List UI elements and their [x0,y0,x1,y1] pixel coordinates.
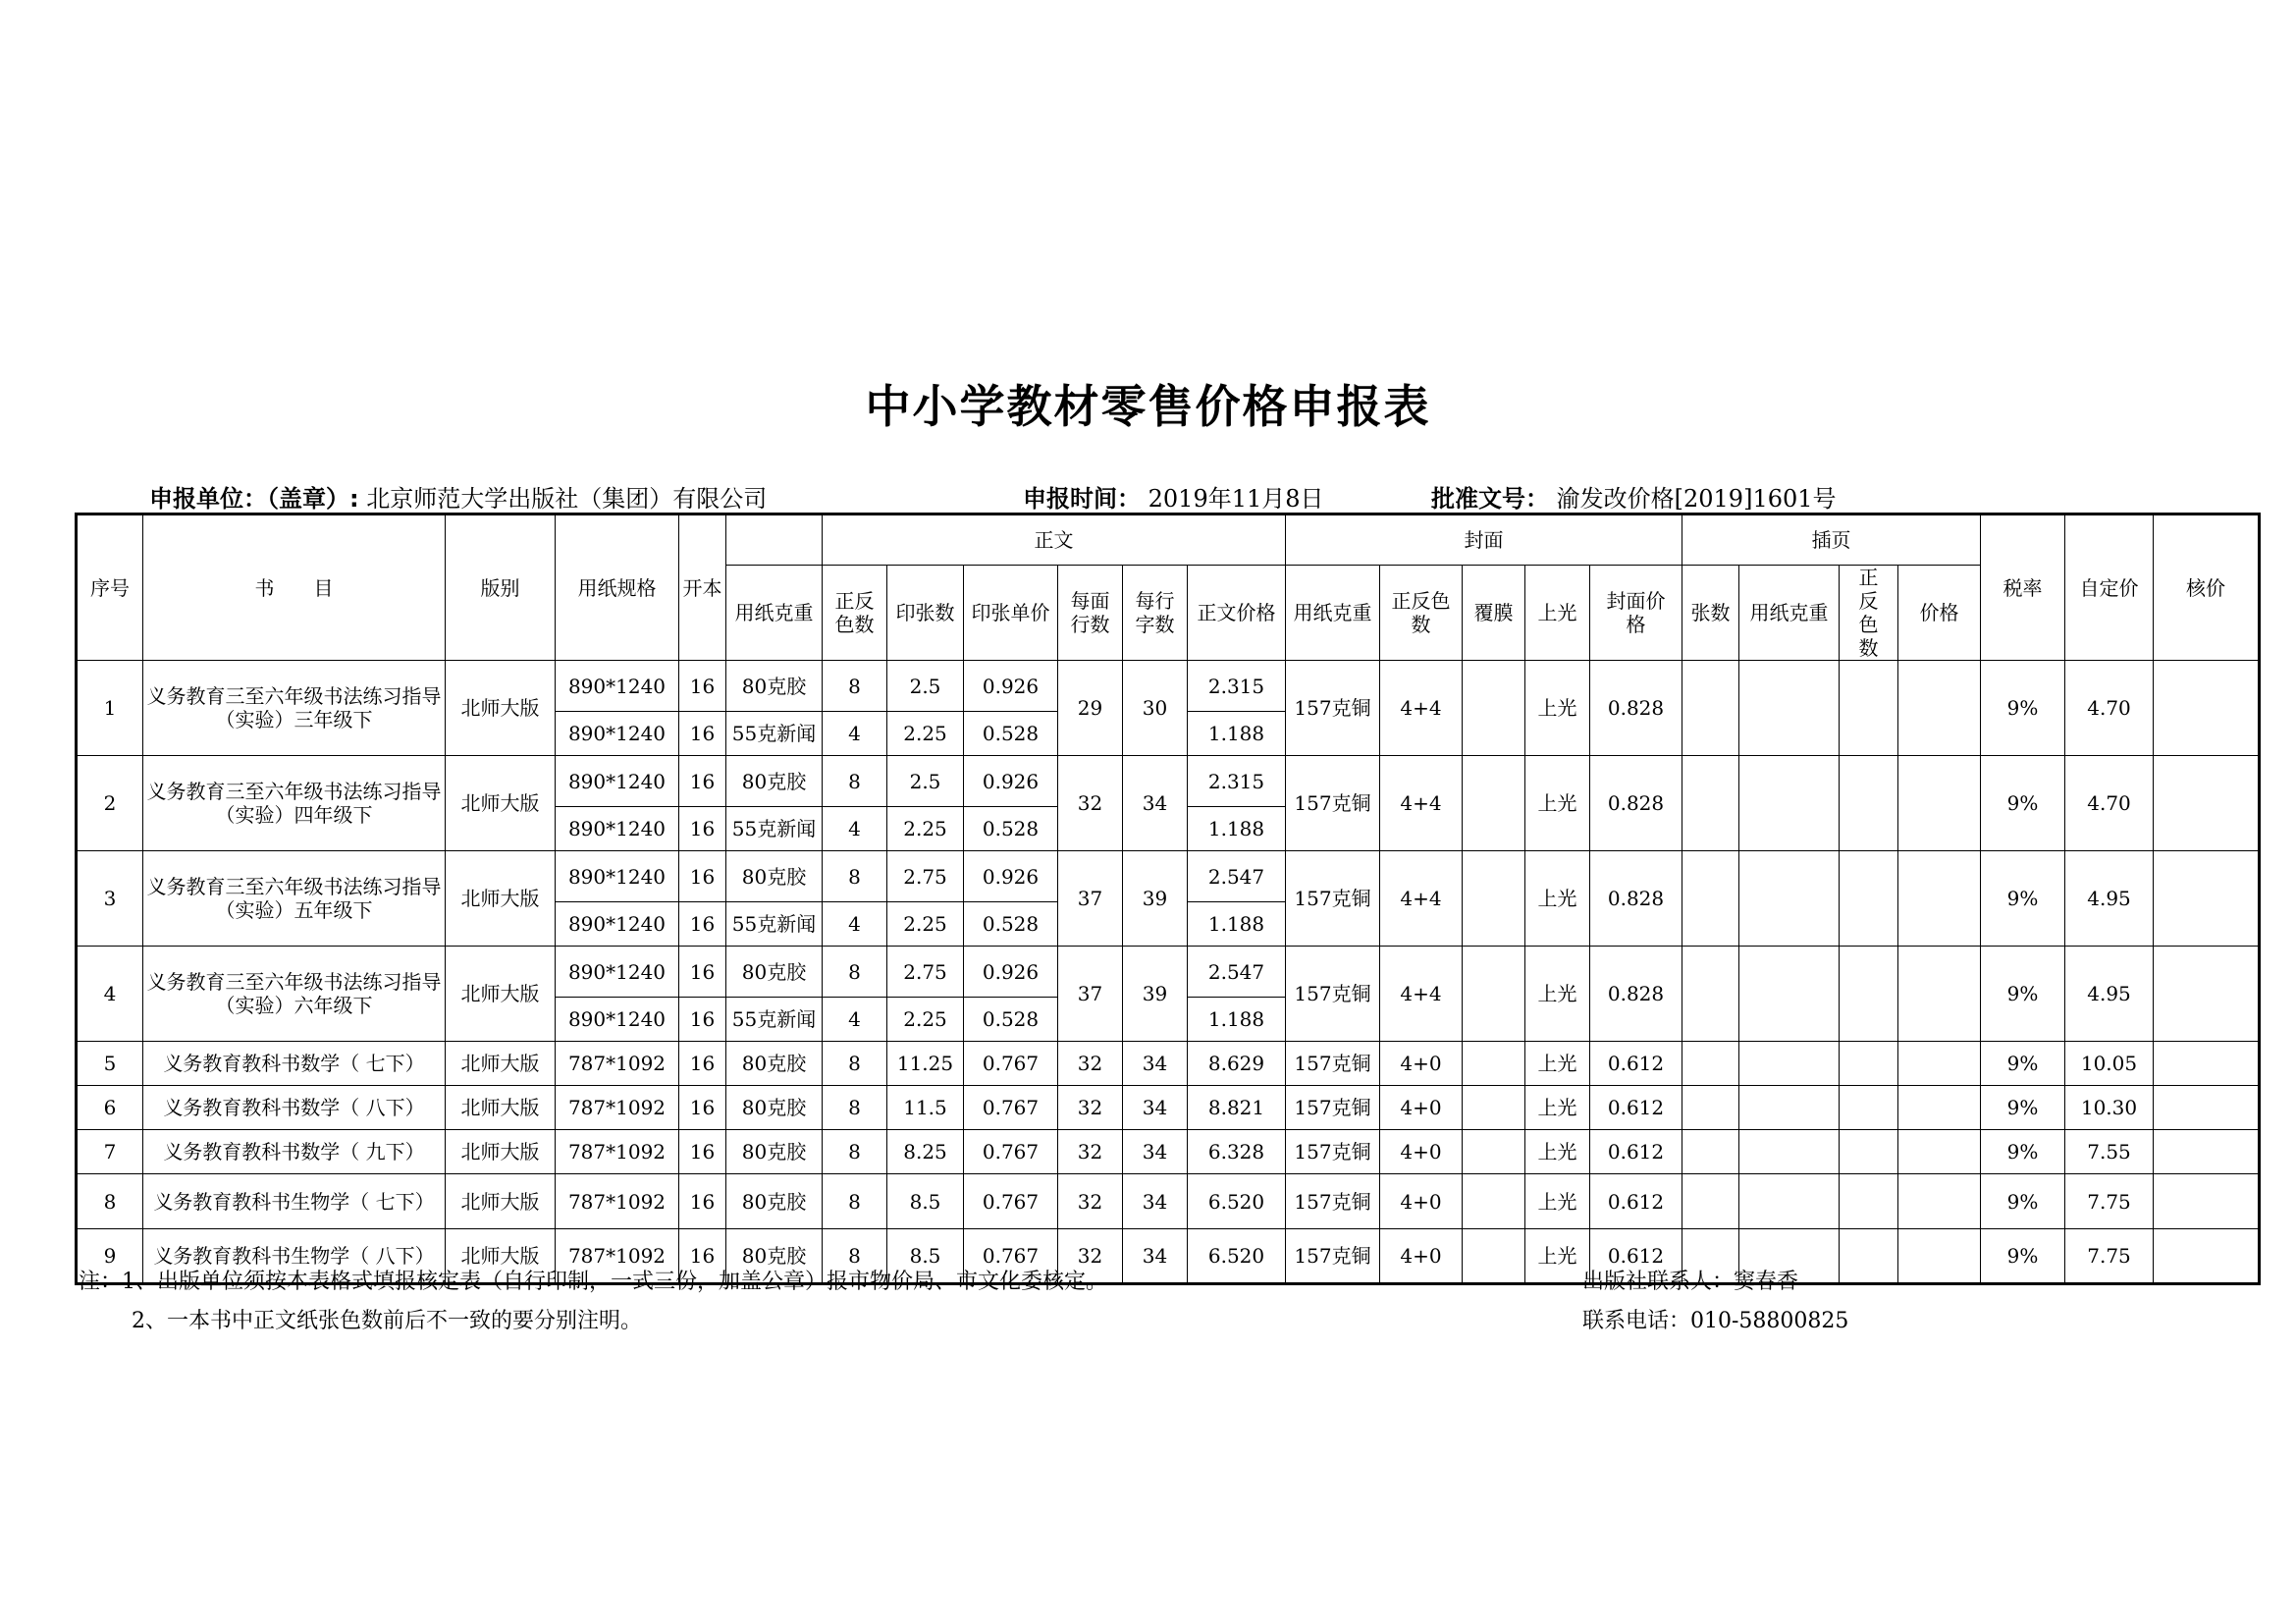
cell-body-price: 1.188 [1188,998,1286,1042]
price-table [75,513,2261,1285]
cell-body-colors: 8 [823,1130,887,1174]
contact-phone: 联系电话：010-58800825 [1582,1309,1849,1333]
cell-paper-spec: 890*1240 [556,947,679,998]
cell-paper-spec: 787*1092 [556,1130,679,1174]
cell-check-price [2154,661,2260,756]
cell-paper-spec: 787*1092 [556,1086,679,1130]
cell-format: 16 [679,851,726,902]
header-tax: 税率 [1981,514,2065,661]
cell-check-price [2154,947,2260,1042]
cell-insert-paper [1739,1086,1840,1130]
cell-edition: 北师大版 [446,1229,556,1284]
header-insert-colors: 正反色数 [1840,566,1898,661]
cell-insert-price [1898,947,1981,1042]
header-cover-gloss: 上光 [1525,566,1590,661]
cell-format: 16 [679,807,726,851]
cell-body-chars: 30 [1123,661,1188,756]
cell-body-lines: 37 [1058,947,1123,1042]
cell-body-paper: 80克胶 [726,1086,823,1130]
cell-insert-price [1898,1229,1981,1284]
cell-book: 义务教育三至六年级书法练习指导（实验）六年级下 [143,947,446,1042]
cell-cover-gloss: 上光 [1525,1174,1590,1229]
cell-cover-colors: 4+4 [1380,851,1463,947]
cell-insert-colors [1840,947,1898,1042]
cell-body-paper: 80克胶 [726,661,823,712]
cell-body-price: 6.520 [1188,1174,1286,1229]
cell-insert-count [1682,1086,1739,1130]
cell-seq: 7 [77,1130,143,1174]
cell-body-lines: 32 [1058,1229,1123,1284]
cell-body-sheets: 11.25 [887,1042,964,1086]
cell-body-paper: 80克胶 [726,1174,823,1229]
cell-edition: 北师大版 [446,1086,556,1130]
cell-cover-paper: 157克铜 [1286,851,1380,947]
cell-cover-colors: 4+4 [1380,756,1463,851]
report-date-label: 申报时间： [1023,485,1141,513]
cell-edition: 北师大版 [446,756,556,851]
cell-insert-count [1682,1174,1739,1229]
cell-cover-price: 0.612 [1590,1174,1682,1229]
cell-insert-colors [1840,1130,1898,1174]
cell-cover-gloss: 上光 [1525,661,1590,756]
reporting-unit-value: 北京师范大学出版社（集团）有限公司 [366,485,768,513]
cell-body-sheets: 2.75 [887,851,964,902]
cell-insert-price [1898,851,1981,947]
cell-insert-paper [1739,661,1840,756]
cell-tax: 9% [1981,1174,2065,1229]
cell-body-colors: 4 [823,712,887,756]
cell-body-sheets: 8.5 [887,1174,964,1229]
cell-body-sheet-price: 0.528 [964,712,1058,756]
cell-check-price [2154,1130,2260,1174]
cell-cover-paper: 157克铜 [1286,1174,1380,1229]
cell-cover-colors: 4+0 [1380,1130,1463,1174]
cell-body-sheet-price: 0.767 [964,1229,1058,1284]
cell-check-price [2154,1174,2260,1229]
cell-body-price: 2.547 [1188,947,1286,998]
cell-insert-price [1898,1130,1981,1174]
cell-self-price: 4.95 [2065,947,2154,1042]
cell-format: 16 [679,1229,726,1284]
header-body-chars: 每行字数 [1123,566,1188,661]
cell-cover-gloss: 上光 [1525,1042,1590,1086]
cell-cover-film [1463,851,1525,947]
cell-paper-spec: 890*1240 [556,851,679,902]
cell-cover-price: 0.612 [1590,1229,1682,1284]
cell-body-sheet-price: 0.767 [964,1130,1058,1174]
cell-body-colors: 8 [823,851,887,902]
cell-tax: 9% [1981,1130,2065,1174]
cell-body-sheets: 2.25 [887,998,964,1042]
cell-body-chars: 34 [1123,1229,1188,1284]
page-title: 中小学教材零售价格申报表 [865,380,1431,433]
cell-cover-gloss: 上光 [1525,947,1590,1042]
cell-self-price: 7.75 [2065,1174,2154,1229]
cell-cover-paper: 157克铜 [1286,1130,1380,1174]
cell-seq: 8 [77,1174,143,1229]
cell-insert-colors [1840,1174,1898,1229]
header-cover-group: 封面 [1286,514,1682,566]
header-body-sheets: 印张数 [887,566,964,661]
cell-body-lines: 32 [1058,756,1123,851]
cell-cover-price: 0.828 [1590,851,1682,947]
cell-body-sheets: 2.25 [887,712,964,756]
cell-body-chars: 34 [1123,1130,1188,1174]
cell-body-price: 2.547 [1188,851,1286,902]
header-insert-price: 价格 [1898,566,1981,661]
header-book: 书 目 [143,514,446,661]
cell-book: 义务教育三至六年级书法练习指导（实验）四年级下 [143,756,446,851]
cell-self-price: 4.70 [2065,756,2154,851]
cell-body-price: 1.188 [1188,902,1286,947]
cell-check-price [2154,851,2260,947]
cell-seq: 1 [77,661,143,756]
cell-book: 义务教育教科书生物学（ 八下） [143,1229,446,1284]
cell-body-price: 8.629 [1188,1042,1286,1086]
cell-body-lines: 37 [1058,851,1123,947]
cell-body-colors: 4 [823,902,887,947]
cell-insert-paper [1739,1130,1840,1174]
cell-cover-film [1463,1130,1525,1174]
cell-body-colors: 8 [823,947,887,998]
cell-tax: 9% [1981,661,2065,756]
approval-number [1431,479,1837,514]
cell-body-price: 8.821 [1188,1086,1286,1130]
cell-seq: 6 [77,1086,143,1130]
cell-book: 义务教育三至六年级书法练习指导（实验）三年级下 [143,661,446,756]
cell-insert-price [1898,756,1981,851]
cell-book: 义务教育教科书生物学（ 七下） [143,1174,446,1229]
cell-cover-colors: 4+0 [1380,1042,1463,1086]
cell-body-paper: 55克新闻 [726,902,823,947]
cell-edition: 北师大版 [446,1174,556,1229]
cell-insert-colors [1840,661,1898,756]
cell-book: 义务教育三至六年级书法练习指导（实验）五年级下 [143,851,446,947]
cell-insert-price [1898,1174,1981,1229]
table-row [77,1086,2260,1130]
cell-check-price [2154,1042,2260,1086]
approval-number-value: 渝发改价格[2019]1601号 [1556,485,1837,513]
header-edition: 版别 [446,514,556,661]
cell-body-paper: 80克胶 [726,1229,823,1284]
cell-cover-price: 0.828 [1590,661,1682,756]
cell-format: 16 [679,1174,726,1229]
cell-cover-film [1463,1086,1525,1130]
cell-body-colors: 8 [823,756,887,807]
cell-tax: 9% [1981,947,2065,1042]
cell-insert-count [1682,661,1739,756]
cell-body-sheet-price: 0.528 [964,807,1058,851]
cell-body-sheets: 2.5 [887,661,964,712]
cell-body-sheets: 11.5 [887,1086,964,1130]
cell-format: 16 [679,947,726,998]
header-format: 开本 [679,514,726,661]
cell-body-colors: 8 [823,1229,887,1284]
cell-insert-price [1898,661,1981,756]
cell-body-paper: 80克胶 [726,1042,823,1086]
cell-body-lines: 32 [1058,1174,1123,1229]
cell-insert-paper [1739,1174,1840,1229]
cell-paper-spec: 787*1092 [556,1229,679,1284]
cell-edition: 北师大版 [446,1042,556,1086]
cell-paper-spec: 787*1092 [556,1174,679,1229]
cell-cover-price: 0.828 [1590,756,1682,851]
cell-insert-paper [1739,947,1840,1042]
cell-edition: 北师大版 [446,661,556,756]
cell-paper-spec: 890*1240 [556,756,679,807]
cell-tax: 9% [1981,756,2065,851]
cell-format: 16 [679,1042,726,1086]
cell-edition: 北师大版 [446,947,556,1042]
cell-insert-paper [1739,851,1840,947]
cell-body-price: 2.315 [1188,661,1286,712]
header-cover-paper: 用纸克重 [1286,566,1380,661]
cell-tax: 9% [1981,1042,2065,1086]
table-row [77,1130,2260,1174]
cell-paper-spec: 890*1240 [556,902,679,947]
report-date [1023,479,1324,514]
cell-paper-spec: 890*1240 [556,998,679,1042]
cell-cover-film [1463,661,1525,756]
cell-insert-count [1682,756,1739,851]
cell-seq: 3 [77,851,143,947]
header-paper-spec: 用纸规格 [556,514,679,661]
header-insert-count: 张数 [1682,566,1739,661]
cell-format: 16 [679,998,726,1042]
cell-body-price: 2.315 [1188,756,1286,807]
cell-body-sheets: 2.25 [887,807,964,851]
cell-body-lines: 32 [1058,1130,1123,1174]
cell-format: 16 [679,1086,726,1130]
cell-body-colors: 4 [823,998,887,1042]
cell-body-paper: 55克新闻 [726,712,823,756]
cell-seq: 5 [77,1042,143,1086]
cell-body-lines: 32 [1058,1086,1123,1130]
cell-insert-paper [1739,1042,1840,1086]
header-insert-paper: 用纸克重 [1739,566,1840,661]
cell-edition: 北师大版 [446,851,556,947]
reporting-unit [149,479,767,514]
table-row [77,756,2260,807]
cell-paper-spec: 787*1092 [556,1042,679,1086]
cell-body-paper: 55克新闻 [726,807,823,851]
cell-book: 义务教育教科书数学（ 七下） [143,1042,446,1086]
cell-body-chars: 34 [1123,1042,1188,1086]
header-body-paper: 用纸克重 [726,566,823,661]
cell-body-sheets: 8.5 [887,1229,964,1284]
cell-cover-price: 0.612 [1590,1042,1682,1086]
cell-cover-gloss: 上光 [1525,1229,1590,1284]
cell-body-price: 1.188 [1188,712,1286,756]
cell-body-sheets: 2.75 [887,947,964,998]
cell-cover-gloss: 上光 [1525,1086,1590,1130]
table-row [77,947,2260,998]
header-body-colors: 正反色数 [823,566,887,661]
cell-cover-paper: 157克铜 [1286,756,1380,851]
header-body-lines: 每面行数 [1058,566,1123,661]
cell-format: 16 [679,1130,726,1174]
cell-insert-count [1682,1042,1739,1086]
cell-body-colors: 8 [823,661,887,712]
cell-cover-colors: 4+0 [1380,1229,1463,1284]
cell-insert-price [1898,1086,1981,1130]
header-self-price: 自定价 [2065,514,2154,661]
cell-body-colors: 8 [823,1042,887,1086]
cell-body-sheets: 8.25 [887,1130,964,1174]
cell-book: 义务教育教科书数学（ 八下） [143,1086,446,1130]
cell-edition: 北师大版 [446,1130,556,1174]
cell-body-price: 6.328 [1188,1130,1286,1174]
cell-cover-gloss: 上光 [1525,851,1590,947]
cell-body-sheet-price: 0.767 [964,1174,1058,1229]
cell-format: 16 [679,756,726,807]
cell-body-sheet-price: 0.767 [964,1086,1058,1130]
publisher-contact: 出版社联系人：窦春香 [1582,1270,1799,1294]
cell-insert-colors [1840,1229,1898,1284]
cell-cover-price: 0.828 [1590,947,1682,1042]
cell-cover-colors: 4+4 [1380,661,1463,756]
cell-cover-price: 0.612 [1590,1130,1682,1174]
cell-self-price: 7.75 [2065,1229,2154,1284]
cell-cover-film [1463,1229,1525,1284]
cell-check-price [2154,1086,2260,1130]
cell-insert-count [1682,851,1739,947]
cell-self-price: 10.30 [2065,1086,2154,1130]
cell-body-chars: 39 [1123,851,1188,947]
header-seq: 序号 [77,514,143,661]
approval-number-label: 批准文号： [1431,485,1549,513]
cell-body-sheet-price: 0.926 [964,756,1058,807]
header-cover-price: 封面价格 [1590,566,1682,661]
cell-cover-price: 0.612 [1590,1086,1682,1130]
cell-body-sheet-price: 0.528 [964,902,1058,947]
cell-cover-colors: 4+0 [1380,1174,1463,1229]
cell-format: 16 [679,902,726,947]
header-cover-film: 覆膜 [1463,566,1525,661]
header-body-group: 正文 [823,514,1286,566]
cell-book: 义务教育教科书数学（ 九下） [143,1130,446,1174]
cell-self-price: 4.95 [2065,851,2154,947]
reporting-unit-label: 申报单位：（盖章）: [149,485,359,513]
cell-cover-film [1463,947,1525,1042]
cell-cover-paper: 157克铜 [1286,661,1380,756]
header-body-sheet-price: 印张单价 [964,566,1058,661]
cell-body-sheet-price: 0.767 [964,1042,1058,1086]
header-body-price: 正文价格 [1188,566,1286,661]
cell-cover-film [1463,1042,1525,1086]
cell-insert-count [1682,947,1739,1042]
cell-body-sheet-price: 0.926 [964,851,1058,902]
cell-body-colors: 8 [823,1174,887,1229]
table-row [77,851,2260,902]
cell-body-price: 1.188 [1188,807,1286,851]
table-row [77,661,2260,712]
cell-self-price: 4.70 [2065,661,2154,756]
cell-self-price: 10.05 [2065,1042,2154,1086]
cell-insert-colors [1840,851,1898,947]
cell-format: 16 [679,661,726,712]
cell-body-paper: 80克胶 [726,947,823,998]
header-check-price: 核价 [2154,514,2260,661]
cell-check-price [2154,756,2260,851]
cell-cover-film [1463,756,1525,851]
cell-insert-count [1682,1130,1739,1174]
cell-body-colors: 8 [823,1086,887,1130]
cell-body-sheets: 2.25 [887,902,964,947]
cell-cover-film [1463,1174,1525,1229]
cell-tax: 9% [1981,1086,2065,1130]
cell-cover-colors: 4+0 [1380,1086,1463,1130]
cell-cover-paper: 157克铜 [1286,1086,1380,1130]
cell-cover-gloss: 上光 [1525,1130,1590,1174]
cell-seq: 4 [77,947,143,1042]
cell-insert-colors [1840,1086,1898,1130]
cell-body-chars: 34 [1123,1174,1188,1229]
cell-insert-price [1898,1042,1981,1086]
cell-body-chars: 34 [1123,756,1188,851]
table-row [77,1042,2260,1086]
cell-check-price [2154,1229,2260,1284]
cell-body-chars: 34 [1123,1086,1188,1130]
cell-body-sheets: 2.5 [887,756,964,807]
cell-body-paper: 80克胶 [726,1130,823,1174]
cell-body-price: 6.520 [1188,1229,1286,1284]
cell-body-paper: 80克胶 [726,851,823,902]
cell-seq: 2 [77,756,143,851]
cell-tax: 9% [1981,851,2065,947]
cell-body-colors: 4 [823,807,887,851]
cell-seq: 9 [77,1229,143,1284]
cell-body-paper: 55克新闻 [726,998,823,1042]
header-cover-colors: 正反色数 [1380,566,1463,661]
cell-cover-paper: 157克铜 [1286,1229,1380,1284]
cell-body-sheet-price: 0.926 [964,661,1058,712]
cell-body-lines: 29 [1058,661,1123,756]
cell-cover-paper: 157克铜 [1286,1042,1380,1086]
cell-tax: 9% [1981,1229,2065,1284]
cell-body-lines: 32 [1058,1042,1123,1086]
cell-body-sheet-price: 0.926 [964,947,1058,998]
cell-body-sheet-price: 0.528 [964,998,1058,1042]
cell-cover-colors: 4+4 [1380,947,1463,1042]
cell-cover-gloss: 上光 [1525,756,1590,851]
cell-format: 16 [679,712,726,756]
header-insert-group: 插页 [1682,514,1981,566]
cell-paper-spec: 890*1240 [556,661,679,712]
cell-insert-paper [1739,756,1840,851]
table-row [77,1174,2260,1229]
note-2: 2、一本书中正文纸张色数前后不一致的要分别注明。 [132,1309,642,1333]
cell-self-price: 7.55 [2065,1130,2154,1174]
report-date-value: 2019年11月8日 [1148,485,1324,513]
cell-paper-spec: 890*1240 [556,712,679,756]
note-1: 注：1、出版单位须按本表格式填报核定表（自行印制，一式三份，加盖公章）报市物价局、市文化委核定。 [79,1270,1108,1294]
cell-body-chars: 39 [1123,947,1188,1042]
cell-insert-colors [1840,756,1898,851]
header-blank [726,514,823,566]
cell-insert-colors [1840,1042,1898,1086]
cell-cover-paper: 157克铜 [1286,947,1380,1042]
cell-body-paper: 80克胶 [726,756,823,807]
cell-paper-spec: 890*1240 [556,807,679,851]
